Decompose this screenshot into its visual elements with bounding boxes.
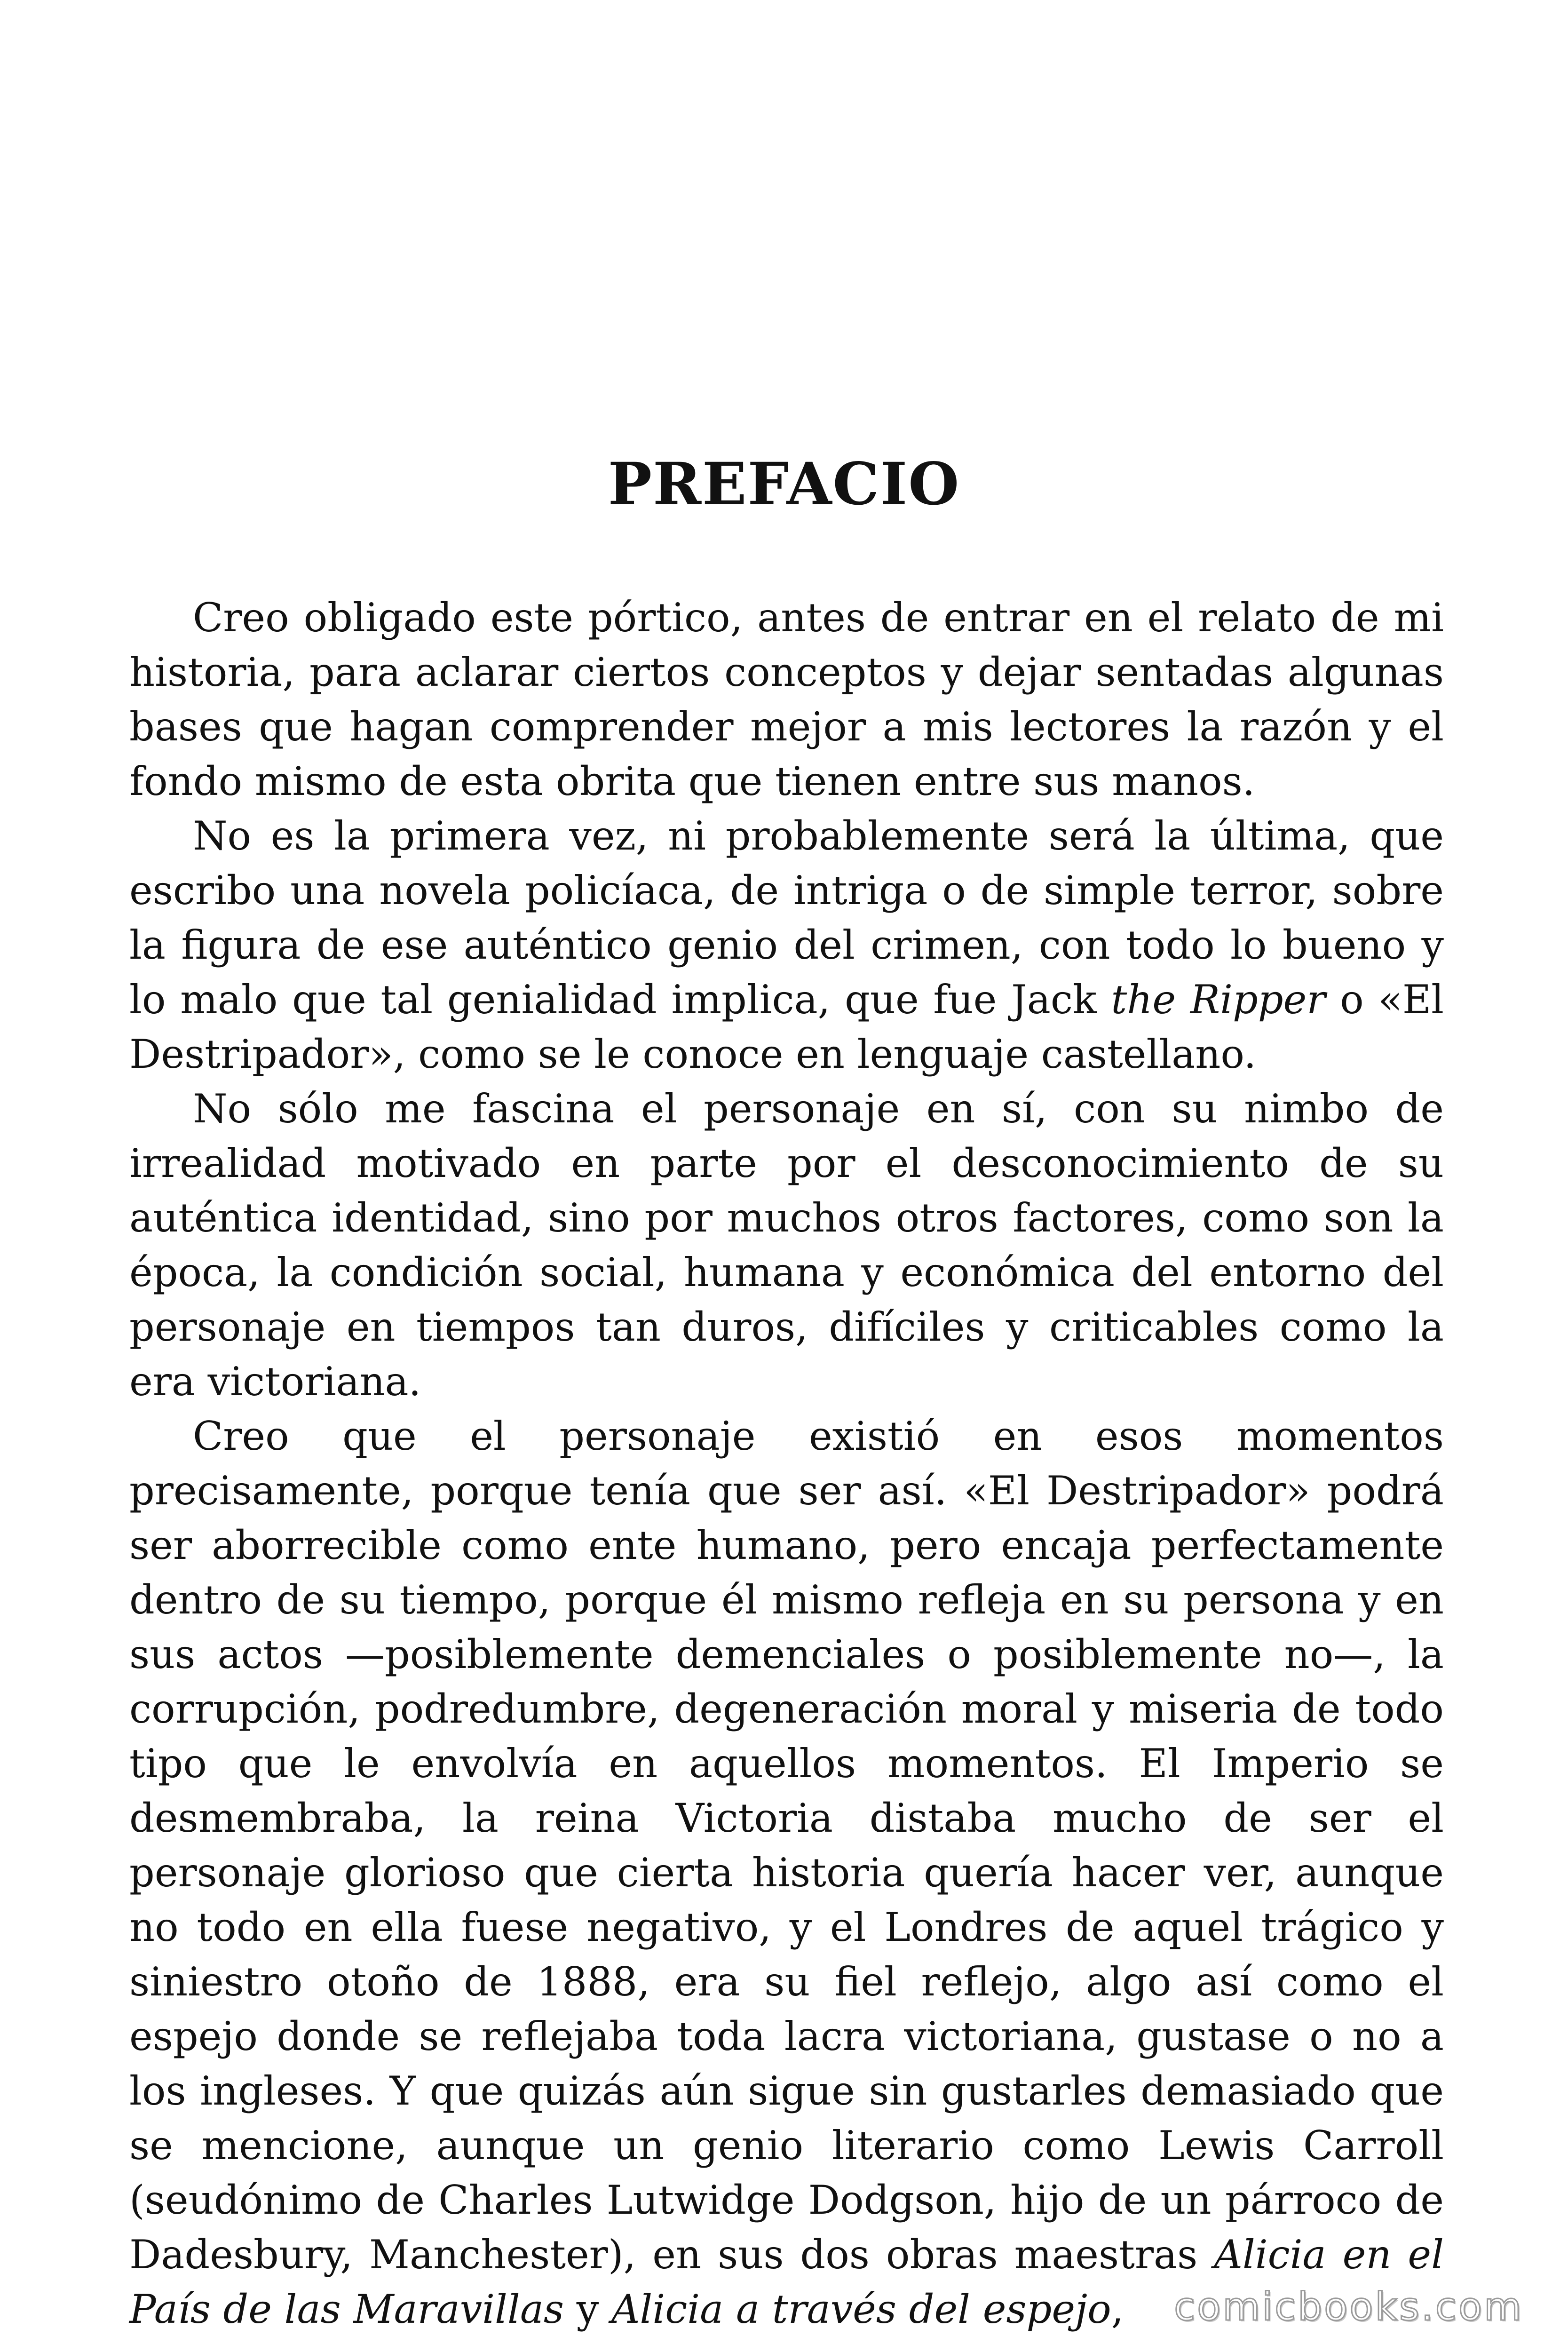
italic-text-run: Alicia a través del espejo	[611, 2286, 1111, 2332]
paragraph	[129, 809, 1444, 1081]
body-text	[129, 590, 1444, 2336]
watermark-text: comicbooks.com	[1174, 2285, 1523, 2329]
page-title: PREFACIO	[608, 450, 960, 518]
italic-text-run: the Ripper	[1111, 977, 1326, 1023]
text-run: No sólo me fascina el personaje en sí, con su nimbo de irrealidad motivado en parte por el desconocimiento de su auténtica identidad, sino por muchos otros factores, como son la época, la condición social, humana y económica del entorno del personaje en tiempos tan duros, difíciles y criticables como la era victoriana.	[129, 1086, 1444, 1405]
paragraph	[129, 1409, 1444, 2336]
italic-text-run: Alicia en el País de las Maravillas	[129, 2232, 1444, 2332]
text-run: o «El Destripador», como se le conoce en lenguaje castellano.	[129, 977, 1444, 1077]
text-run: y	[564, 2286, 611, 2332]
paragraph	[129, 1081, 1444, 1409]
text-run: ,	[1111, 2286, 1124, 2332]
text-run: No es la primera vez, ni probablemente será la última, que escribo una novela policíaca, de intriga o de simple terror, sobre la figura de ese auténtico genio del crimen, con todo lo bueno y lo malo que tal genialidad implica, que fue Jack	[129, 813, 1444, 1023]
paragraph	[129, 590, 1444, 809]
text-run: Creo obligado este pórtico, antes de entrar en el relato de mi historia, para aclarar ciertos conceptos y dejar sentadas algunas bases que hagan comprender mejor a mis lectores la razón y el fondo mismo de esta obrita que tienen entre sus manos.	[129, 595, 1444, 804]
text-run: Creo que el personaje existió en esos momentos precisamente, porque tenía que ser así. «El Destripador» podrá ser aborrecible como ente humano, pero encaja perfectamente dentro de su tiempo, porque él mismo refleja en su persona y en sus actos —posiblemente demenciales o posiblemente no—, la corrupción, podredumbre, degeneración moral y miseria de todo tipo que le envolvía en aquellos momentos. El Imperio se desmembraba, la reina Victoria distaba mucho de ser el personaje glorioso que cierta historia quería hacer ver, aunque no todo en ella fuese negativo, y el Londres de aquel trágico y siniestro otoño de 1888, era su fiel reflejo, algo así como el espejo donde se reflejaba toda lacra victoriana, gustase o no a los ingleses. Y que quizás aún sigue sin gustarles demasiado que se mencione, aunque un genio literario como Lewis Carroll (seudónimo de Charles Lutwidge Dodgson, hijo de un párroco de Dadesbury, Manchester), en sus dos obras maestras	[129, 1413, 1444, 2278]
